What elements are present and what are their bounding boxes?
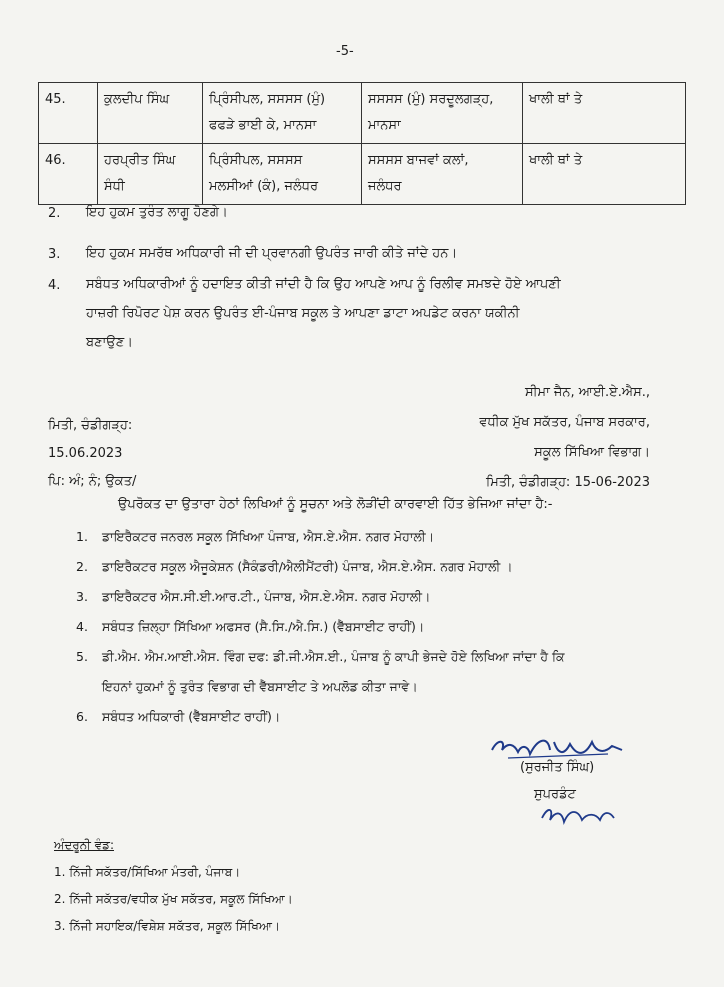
table-cell-from — [203, 144, 362, 205]
endorsement-block — [48, 412, 136, 496]
list-number: 5. — [76, 649, 88, 664]
list-number: 6. — [76, 709, 88, 724]
list-item — [76, 522, 696, 552]
to-line-2: ਮਾਨਸਾ — [368, 118, 401, 133]
page-number: -5- — [336, 44, 354, 59]
list-number: 4. — [76, 619, 88, 634]
list-item — [76, 582, 696, 612]
superintendent-name: (ਸੁਰਜੀਤ ਸਿੰਘ) — [520, 760, 595, 775]
list-number: 2. — [76, 559, 88, 574]
table-row — [39, 83, 686, 144]
point-text: ਇਹ ਹੁਕਮ ਸਮਰੱਥ ਅਧਿਕਾਰੀ ਜੀ ਦੀ ਪ੍ਰਵਾਨਗੀ ਉਪਰੰਤ ਜਾਰੀ ਕੀਤੇ ਜਾਂਦੇ ਹਨ। — [86, 246, 458, 261]
from-line-2: ਫਫੜੇ ਭਾਈ ਕੇ, ਮਾਨਸਾ — [209, 118, 317, 133]
to-line-1: ਸਸਸਸ ਬਾਜਵਾਂ ਕਲਾਂ, — [368, 153, 469, 168]
list-item — [76, 552, 696, 582]
table-cell-name — [98, 144, 203, 205]
table-cell-sno: 46. — [39, 144, 98, 205]
to-line-1: ਸਸਸਸ (ਮੁੰ) ਸਰਦੂਲਗੜ੍ਹ, — [368, 92, 494, 107]
endorsement-number: ਪਿ: ਅੰ; ਨੰ; ਉਕਤ/ — [48, 474, 137, 489]
name-line-1: ਹਰਪ੍ਰੀਤ ਸਿੰਘ — [104, 153, 176, 168]
list-text: ਡਾਇਰੈਕਟਰ ਸਕੂਲ ਐਜੂਕੇਸ਼ਨ (ਸੈਕੰਡਰੀ/ਐਲੀਮੈਂਟਰੀ) ਪੰਜਾਬ, ਐਸ.ਏ.ਐਸ. ਨਗਰ ਮੋਹਾਲੀ । — [102, 559, 513, 574]
table-row — [39, 144, 686, 205]
list-item: 3. ਨਿੱਜੀ ਸਹਾਇਕ/ਵਿਸ਼ੇਸ਼ ਸਕੱਤਰ, ਸਕੂਲ ਸਿੱਖਿਆ। — [54, 919, 281, 933]
list-number: 3. — [76, 589, 88, 604]
point-line: ਸਬੰਧਤ ਅਧਿਕਾਰੀਆਂ ਨੂੰ ਹਦਾਇਤ ਕੀਤੀ ਜਾਂਦੀ ਹੈ ਕਿ ਉਹ ਆਪਣੇ ਆਪ ਨੂੰ ਰਿਲੀਵ ਸਮਝਦੇ ਹੋਏ ਆਪਣੀ — [86, 277, 561, 292]
list-text: ਸਬੰਧਤ ਅਧਿਕਾਰੀ (ਵੈੱਬਸਾਈਟ ਰਾਹੀਂ)। — [102, 709, 281, 724]
from-line-2: ਮਲਸੀਆਂ (ਕੰ), ਜਲੰਧਰ — [209, 179, 319, 194]
signatory-department: ਸਕੂਲ ਸਿੱਖਿਆ ਵਿਭਾਗ। — [534, 445, 650, 460]
signatory-name: ਸੀਮਾ ਜੈਨ, ਆਈ.ਏ.ਐਸ., — [524, 385, 650, 400]
list-text: ਡਾਇਰੈਕਟਰ ਜਨਰਲ ਸਕੂਲ ਸਿੱਖਿਆ ਪੰਜਾਬ, ਐਸ.ਏ.ਐਸ. ਨਗਰ ਮੋਹਾਲੀ। — [102, 529, 435, 544]
list-item: 1. ਨਿੱਜੀ ਸਕੱਤਰ/ਸਿੱਖਿਆ ਮੰਤਰੀ, ਪੰਜਾਬ। — [54, 865, 241, 879]
point-line: ਹਾਜ਼ਰੀ ਰਿਪੋਰਟ ਪੇਸ਼ ਕਰਨ ਉਪਰੰਤ ਈ-ਪੰਜਾਬ ਸਕੂਲ ਤੇ ਆਪਣਾ ਡਾਟਾ ਅਪਡੇਟ ਕਰਨਾ ਯਕੀਨੀ — [86, 306, 520, 321]
date-label: 15.06.2023 — [48, 446, 123, 461]
superintendent-title: ਸੁਪਰਡੰਟ — [534, 787, 576, 802]
point-number: 2. — [48, 206, 61, 221]
name-line-2: ਸੰਧੀ — [104, 179, 125, 194]
from-line-1: ਪ੍ਰਿੰਸੀਪਲ, ਸਸਸਸ (ਮੁੰ) — [209, 92, 326, 107]
list-text: ਸਬੰਧਤ ਜ਼ਿਲ੍ਹਾ ਸਿੱਖਿਆ ਅਫਸਰ (ਸੈ.ਸਿ./ਐ.ਸਿ.) (ਵੈੱਬਸਾਈਟ ਰਾਹੀਂ)। — [102, 619, 425, 634]
internal-distribution — [54, 832, 293, 940]
place-label: ਮਿਤੀ, ਚੰਡੀਗੜ੍ਹ: — [48, 418, 133, 433]
list-item — [76, 612, 696, 642]
copy-intro: ਉਪਰੋਕਤ ਦਾ ਉਤਾਰਾ ਹੇਠਾਂ ਲਿਖਿਆਂ ਨੂੰ ਸੂਚਨਾ ਅਤੇ ਲੋੜੀਂਦੀ ਕਾਰਵਾਈ ਹਿੱਤ ਭੇਜਿਆ ਜਾਂਦਾ ਹੈ:- — [118, 497, 553, 512]
table-cell-remark: ਖਾਲੀ ਥਾਂ ਤੇ — [523, 83, 686, 144]
transfer-table — [38, 82, 686, 205]
table-cell-remark: ਖਾਲੀ ਥਾਂ ਤੇ — [523, 144, 686, 205]
internal-heading: ਅੰਦਰੂਨੀ ਵੰਡ: — [54, 838, 114, 852]
list-text: ਡਾਇਰੈਕਟਰ ਐਸ.ਸੀ.ਈ.ਆਰ.ਟੀ., ਪੰਜਾਬ, ਐਸ.ਏ.ਐਸ. ਨਗਰ ਮੋਹਾਲੀ। — [102, 589, 431, 604]
to-line-2: ਜਲੰਧਰ — [368, 179, 402, 194]
list-text: ਡੀ.ਐਮ. ਐਮ.ਆਈ.ਐਸ. ਵਿੰਗ ਦਫ: ਡੀ.ਜੀ.ਐਸ.ਈ., ਪੰਜਾਬ ਨੂੰ ਕਾਪੀ ਭੇਜਦੇ ਹੋਏ ਲਿਖਿਆ ਜਾਂਦਾ ਹੈ ਕਿ — [102, 649, 565, 664]
table-cell-to — [362, 144, 523, 205]
signatory-date: ਮਿਤੀ, ਚੰਡੀਗੜ੍ਹ: 15-06-2023 — [486, 475, 650, 490]
point-text: ਇਹ ਹੁਕਮ ਤੁਰੰਤ ਲਾਗੂ ਹੋਣਗੇ। — [86, 205, 228, 220]
table-cell-name: ਕੁਲਦੀਪ ਸਿੰਘ — [98, 83, 203, 144]
from-line-1: ਪ੍ਰਿੰਸੀਪਲ, ਸਸਸਸ — [209, 153, 303, 168]
table-cell-from — [203, 83, 362, 144]
signatory-designation: ਵਧੀਕ ਮੁੱਖ ਸਕੱਤਰ, ਪੰਜਾਬ ਸਰਕਾਰ, — [479, 415, 650, 430]
list-number: 1. — [76, 529, 88, 544]
table-cell-to — [362, 83, 523, 144]
list-text-cont: ਇਹਨਾਂ ਹੁਕਮਾਂ ਨੂੰ ਤੁਰੰਤ ਵਿਭਾਗ ਦੀ ਵੈੱਬਸਾਈਟ ਤੇ ਅਪਲੋਡ ਕੀਤਾ ਜਾਵੇ। — [102, 679, 418, 694]
handwritten-initials — [538, 800, 618, 830]
list-item: 2. ਨਿੱਜੀ ਸਕੱਤਰ/ਵਧੀਕ ਮੁੱਖ ਸਕੱਤਰ, ਸਕੂਲ ਸਿੱਖਿਆ। — [54, 892, 293, 906]
point-text — [86, 270, 686, 357]
point-number: 3. — [48, 247, 61, 262]
list-item — [76, 642, 696, 702]
point-line: ਬਣਾਉਣ। — [86, 335, 133, 350]
point-number: 4. — [48, 278, 61, 293]
distribution-list — [76, 522, 696, 732]
table-cell-sno: 45. — [39, 83, 98, 144]
signatory-block — [440, 378, 650, 498]
